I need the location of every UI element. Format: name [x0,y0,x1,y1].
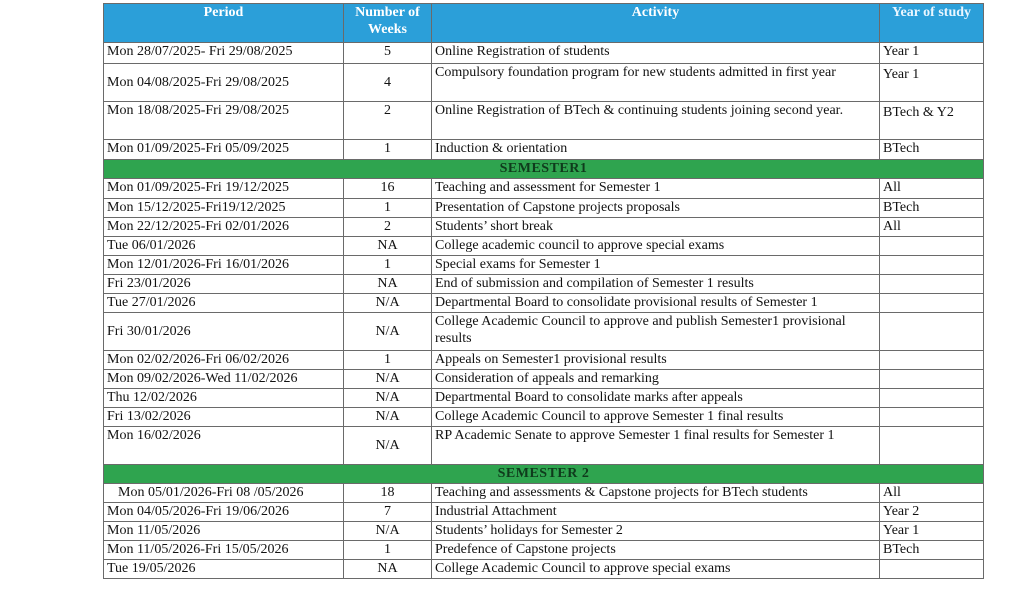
weeks-cell: N/A [344,294,432,313]
year-cell: All [880,484,984,503]
table-row [104,408,984,427]
year-cell: All [880,179,984,199]
activity-cell: Induction & orientation [432,140,880,160]
activity-cell: Compulsory foundation program for new students admitted in first year [432,64,880,102]
weeks-cell: 1 [344,199,432,218]
header-activity: Activity [432,4,880,43]
period-cell: Tue 19/05/2026 [104,560,344,579]
table-row [104,503,984,522]
weeks-cell: N/A [344,522,432,541]
activity-cell: Online Registration of students [432,43,880,64]
table-row [104,102,984,140]
table-row [104,179,984,199]
semester-2-band [104,465,984,484]
activity-cell: College academic council to approve special exams [432,237,880,256]
year-cell [880,256,984,275]
activity-cell: Consideration of appeals and remarking [432,370,880,389]
table-row [104,522,984,541]
weeks-cell: NA [344,275,432,294]
header-period: Period [104,4,344,43]
table-row [104,237,984,256]
year-cell [880,427,984,465]
semester-2-title: SEMESTER 2 [104,465,984,484]
period-cell: Mon 01/09/2025-Fri 05/09/2025 [104,140,344,160]
semester-1-band [104,160,984,179]
period-cell: Mon 18/08/2025-Fri 29/08/2025 [104,102,344,140]
weeks-cell: 2 [344,218,432,237]
period-cell: Tue 27/01/2026 [104,294,344,313]
activity-cell: College Academic Council to approve Semester 1 final results [432,408,880,427]
year-cell: Year 2 [880,503,984,522]
activity-cell: Special exams for Semester 1 [432,256,880,275]
activity-cell: Departmental Board to consolidate marks after appeals [432,389,880,408]
activity-cell: Teaching and assessments & Capstone projects for BTech students [432,484,880,503]
table-row [104,275,984,294]
weeks-cell: 5 [344,43,432,64]
period-cell: Mon 11/05/2026 [104,522,344,541]
table-row [104,313,984,351]
activity-cell: Departmental Board to consolidate provisional results of Semester 1 [432,294,880,313]
table-row [104,560,984,579]
year-cell [880,560,984,579]
weeks-cell: N/A [344,427,432,465]
activity-cell: Students’ holidays for Semester 2 [432,522,880,541]
activity-cell: Appeals on Semester1 provisional results [432,351,880,370]
period-cell: Mon 04/05/2026-Fri 19/06/2026 [104,503,344,522]
year-cell: All [880,218,984,237]
activity-cell: Predefence of Capstone projects [432,541,880,560]
period-cell: Mon 15/12/2025-Fri19/12/2025 [104,199,344,218]
period-cell: Mon 16/02/2026 [104,427,344,465]
activity-cell: College Academic Council to approve special exams [432,560,880,579]
period-cell: Fri 30/01/2026 [104,313,344,351]
period-cell: Tue 06/01/2026 [104,237,344,256]
activity-cell: Teaching and assessment for Semester 1 [432,179,880,199]
period-cell: Mon 09/02/2026-Wed 11/02/2026 [104,370,344,389]
year-cell: BTech & Y2 [880,102,984,140]
weeks-cell: 18 [344,484,432,503]
activity-cell: College Academic Council to approve and publish Semester1 provisional results [432,313,880,351]
table-row [104,389,984,408]
activity-cell: Presentation of Capstone projects proposals [432,199,880,218]
period-cell: Mon 11/05/2026-Fri 15/05/2026 [104,541,344,560]
weeks-cell: N/A [344,389,432,408]
weeks-cell: NA [344,237,432,256]
period-cell: Mon 02/02/2026-Fri 06/02/2026 [104,351,344,370]
period-cell: Fri 13/02/2026 [104,408,344,427]
period-cell: Mon 05/01/2026-Fri 08 /05/2026 [104,484,344,503]
weeks-cell: 1 [344,256,432,275]
year-cell: BTech [880,140,984,160]
weeks-cell: 4 [344,64,432,102]
table-row [104,484,984,503]
header-year: Year of study [880,4,984,43]
header-row [104,4,984,43]
table-row [104,218,984,237]
year-cell [880,313,984,351]
header-weeks: Number of Weeks [344,4,432,43]
period-cell: Fri 23/01/2026 [104,275,344,294]
year-cell [880,408,984,427]
table-row [104,351,984,370]
academic-calendar-table [103,3,984,579]
activity-cell: End of submission and compilation of Semester 1 results [432,275,880,294]
table-row [104,427,984,465]
year-cell [880,294,984,313]
year-cell: BTech [880,541,984,560]
year-cell [880,389,984,408]
weeks-cell: N/A [344,370,432,389]
year-cell: Year 1 [880,43,984,64]
weeks-cell: 7 [344,503,432,522]
period-cell: Thu 12/02/2026 [104,389,344,408]
weeks-cell: 1 [344,140,432,160]
table-row [104,256,984,275]
period-cell: Mon 04/08/2025-Fri 29/08/2025 [104,64,344,102]
table-row [104,199,984,218]
table-row [104,43,984,64]
activity-cell: Industrial Attachment [432,503,880,522]
weeks-cell: 1 [344,541,432,560]
period-cell: Mon 28/07/2025- Fri 29/08/2025 [104,43,344,64]
year-cell: Year 1 [880,64,984,102]
table-row [104,541,984,560]
weeks-cell: N/A [344,313,432,351]
weeks-cell: 1 [344,351,432,370]
semester-1-title: SEMESTER1 [104,160,984,179]
table-row [104,64,984,102]
weeks-cell: NA [344,560,432,579]
period-cell: Mon 22/12/2025-Fri 02/01/2026 [104,218,344,237]
weeks-cell: 2 [344,102,432,140]
year-cell [880,237,984,256]
activity-cell: Students’ short break [432,218,880,237]
year-cell [880,275,984,294]
year-cell [880,370,984,389]
period-cell: Mon 12/01/2026-Fri 16/01/2026 [104,256,344,275]
weeks-cell: N/A [344,408,432,427]
year-cell: Year 1 [880,522,984,541]
activity-cell: Online Registration of BTech & continuing students joining second year. [432,102,880,140]
activity-cell: RP Academic Senate to approve Semester 1 final results for Semester 1 [432,427,880,465]
weeks-cell: 16 [344,179,432,199]
period-cell: Mon 01/09/2025-Fri 19/12/2025 [104,179,344,199]
year-cell [880,351,984,370]
year-cell: BTech [880,199,984,218]
table-row [104,294,984,313]
table-row [104,370,984,389]
table-row [104,140,984,160]
